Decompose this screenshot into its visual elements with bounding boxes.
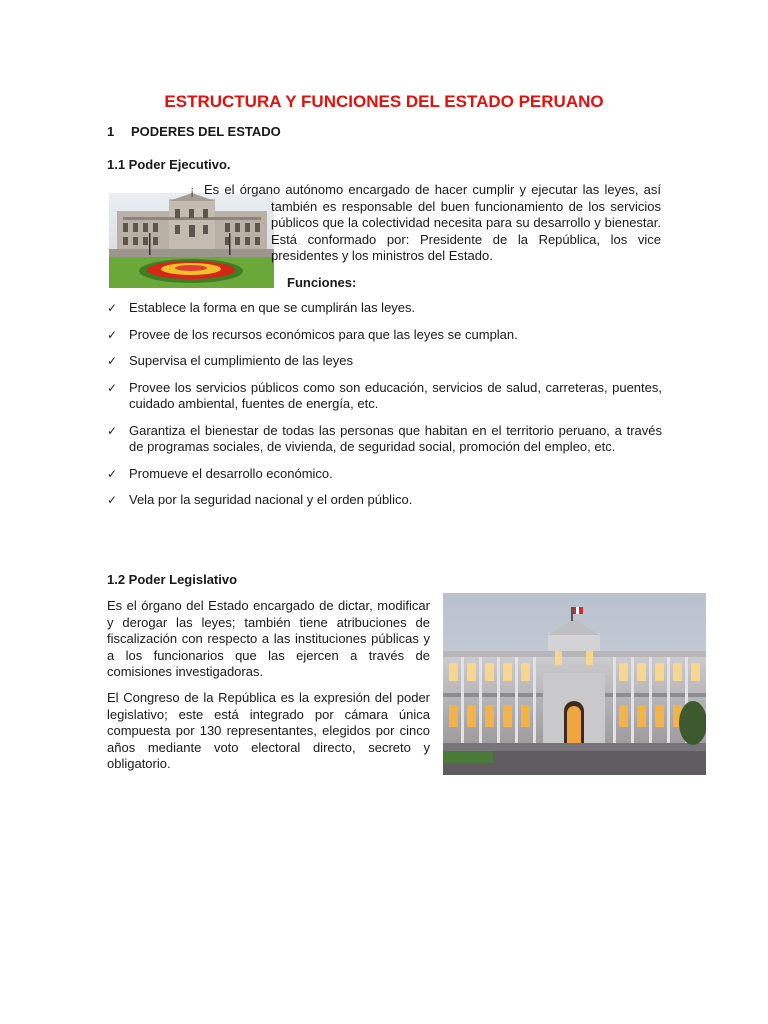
checkmark-icon: ✓ (107, 327, 118, 342)
congreso-photo (443, 593, 706, 775)
section-heading-poderes (107, 124, 281, 139)
checkmark-icon: ✓ (107, 466, 118, 481)
section-number: 1 (107, 124, 115, 139)
list-item: ✓ Provee los servicios públicos como son educación, servicios de salud, carreteras, puentes, cuidado ambiental, fuentes de energía, etc. (107, 379, 662, 411)
list-item: ✓ Establece la forma en que se cumplirán las leyes. (107, 300, 416, 315)
section-label: PODERES DEL ESTADO (131, 124, 281, 139)
list-item: ✓ Promueve el desarrollo económico. (107, 465, 333, 481)
legislativo-paragraph-2: El Congreso de la República es la expresión del poder legislativo; este está integrado por cámara única compuesta por 130 representantes, elegidos por cinco años mediante voto electoral directo, secreto y obligatorio. (107, 690, 430, 771)
checkmark-icon: ✓ (107, 423, 118, 438)
ejecutivo-description (204, 182, 661, 265)
list-item: ✓ Supervisa el cumplimiento de las leyes (107, 353, 353, 368)
checkmark-icon: ✓ (107, 380, 118, 395)
checkmark-icon: ✓ (107, 354, 118, 368)
funciones-label: Funciones: (287, 275, 357, 290)
heading-poder-legislativo: 1.2 Poder Legislativo (107, 572, 238, 587)
bullet-marker-icon: ¡ (190, 183, 195, 198)
checkmark-icon: ✓ (107, 301, 118, 315)
list-item: ✓ Garantiza el bienestar de todas las personas que habitan en el territorio peruano, a través de programas sociales, de vivienda, de seguridad social, promoción del empleo, etc. (107, 422, 662, 454)
document-title: ESTRUCTURA Y FUNCIONES DEL ESTADO PERUANO (164, 92, 604, 111)
checkmark-icon: ✓ (107, 493, 118, 507)
heading-poder-ejecutivo: 1.1 Poder Ejecutivo. (107, 157, 231, 172)
list-item: ✓ Provee de los recursos económicos para que las leyes se cumplan. (107, 326, 518, 342)
ejecutivo-description-text: Es el órgano autónomo encargado de hacer cumplir y ejecutar las leyes, así también es responsable del buen funcionamiento de los servicios públicos que la colectividad necesita para su desarrollo y bienestar. Está conformado por: Presidente de la República, los vice presidentes y los ministros del Estado. (204, 182, 661, 263)
list-item: ✓ Vela por la seguridad nacional y el orden público. (107, 492, 413, 507)
legislativo-paragraph-1: Es el órgano del Estado encargado de dictar, modificar y derogar las leyes; también tiene atribuciones de fiscalización con respecto a las instituciones públicas y a los funcionarios que las ejercen a través de comisiones investigadoras. (107, 598, 430, 679)
funciones-list (107, 300, 662, 519)
